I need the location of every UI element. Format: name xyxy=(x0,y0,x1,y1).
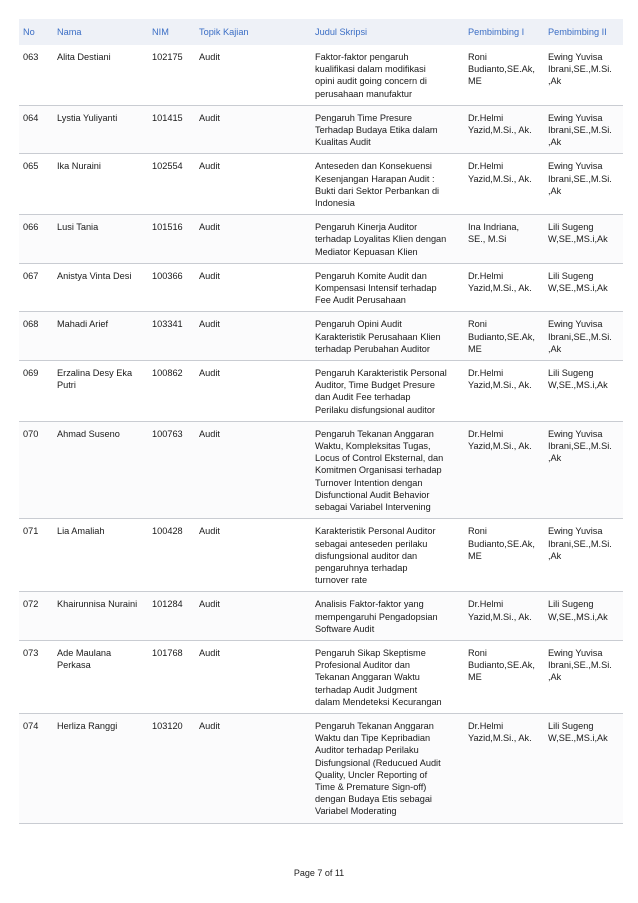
cell-judul-skripsi-line: perusahaan manufaktur xyxy=(315,88,413,99)
cell-pembimbing-2-line: W,SE.,MS.i,Ak xyxy=(548,611,608,622)
cell-no: 069 xyxy=(19,361,53,422)
cell-pembimbing-2-line: Ewing Yuvisa xyxy=(548,112,603,123)
cell-no: 066 xyxy=(19,215,53,264)
table-row xyxy=(19,592,623,641)
cell-pembimbing-2 xyxy=(544,640,623,713)
table-row xyxy=(19,263,623,312)
header-topik-kajian: Topik Kajian xyxy=(195,19,311,45)
cell-nim: 101284 xyxy=(148,592,195,641)
cell-pembimbing-1-line: Budianto,SE.Ak, xyxy=(468,331,535,342)
cell-judul-skripsi xyxy=(311,45,464,105)
cell-nim: 101516 xyxy=(148,215,195,264)
cell-topik-kajian: Audit xyxy=(195,421,311,518)
cell-judul-skripsi-line: Pengaruh Opini Audit xyxy=(315,319,402,330)
cell-pembimbing-1-line: Roni xyxy=(468,647,487,658)
table-row xyxy=(19,421,623,518)
cell-pembimbing-1-line: Yazid,M.Si., Ak. xyxy=(468,611,532,622)
cell-judul-skripsi xyxy=(311,592,464,641)
cell-pembimbing-1-line: Roni xyxy=(468,319,487,330)
cell-judul-skripsi-line: Terhadap Budaya Etika dalam xyxy=(315,125,438,136)
cell-pembimbing-2-line: ,Ak xyxy=(548,185,562,196)
cell-pembimbing-1-line: Dr.Helmi xyxy=(468,112,504,123)
cell-topik-kajian: Audit xyxy=(195,312,311,361)
cell-judul-skripsi-line: Kesenjangan Harapan Audit : xyxy=(315,173,435,184)
cell-topik-kajian: Audit xyxy=(195,713,311,823)
cell-pembimbing-1-line: ME xyxy=(468,76,482,87)
cell-pembimbing-1-line: Yazid,M.Si., Ak. xyxy=(468,380,532,391)
cell-pembimbing-2 xyxy=(544,421,623,518)
cell-pembimbing-2 xyxy=(544,713,623,823)
table-row xyxy=(19,154,623,215)
cell-no: 073 xyxy=(19,640,53,713)
cell-nama-line: Alita Destiani xyxy=(57,52,111,62)
cell-judul-skripsi-line: Pengaruh Karakteristik Personal xyxy=(315,368,447,379)
table-header-row xyxy=(19,19,623,45)
cell-judul-skripsi-line: Faktor-faktor pengaruh xyxy=(315,52,409,62)
cell-judul-skripsi xyxy=(311,640,464,713)
cell-judul-skripsi-line: Pengaruh Sikap Skeptisme xyxy=(315,647,426,658)
cell-topik-kajian: Audit xyxy=(195,640,311,713)
cell-judul-skripsi xyxy=(311,713,464,823)
cell-nama-line: Khairunnisa Nuraini xyxy=(57,599,138,610)
cell-pembimbing-1-line: Budianto,SE.Ak, xyxy=(468,64,535,75)
cell-judul-skripsi-line: Kompensasi Intensif terhadap xyxy=(315,283,437,294)
cell-judul-skripsi xyxy=(311,421,464,518)
cell-pembimbing-2-line: Ewing Yuvisa xyxy=(548,52,603,62)
cell-pembimbing-2-line: ,Ak xyxy=(548,137,562,148)
cell-pembimbing-2-line: Ibrani,SE.,M.Si. xyxy=(548,64,612,75)
cell-nama xyxy=(53,592,148,641)
cell-judul-skripsi-line: Indonesia xyxy=(315,198,355,209)
cell-judul-skripsi-line: dalam Mendeteksi Kecurangan xyxy=(315,696,442,707)
cell-pembimbing-1-line: Yazid,M.Si., Ak. xyxy=(468,733,532,744)
header-pembimbing-1: Pembimbing I xyxy=(464,19,544,45)
cell-judul-skripsi-line: Komitmen Organisasi terhadap xyxy=(315,465,442,476)
cell-judul-skripsi-line: Analisis Faktor-faktor yang xyxy=(315,599,424,610)
cell-pembimbing-1-line: Dr.Helmi xyxy=(468,428,504,439)
cell-judul-skripsi xyxy=(311,312,464,361)
cell-pembimbing-1 xyxy=(464,312,544,361)
cell-pembimbing-2-line: W,SE.,MS.i,Ak xyxy=(548,733,608,744)
cell-pembimbing-1-line: Yazid,M.Si., Ak. xyxy=(468,441,532,452)
cell-nama-line: Herliza Ranggi xyxy=(57,720,118,731)
cell-topik-kajian: Audit xyxy=(195,105,311,154)
cell-pembimbing-1-line: ME xyxy=(468,672,482,683)
cell-judul-skripsi-line: Software Audit xyxy=(315,623,375,634)
cell-pembimbing-2-line: Ewing Yuvisa xyxy=(548,161,603,172)
cell-pembimbing-1 xyxy=(464,519,544,592)
header-nim: NIM xyxy=(148,19,195,45)
cell-judul-skripsi-line: Profesional Auditor dan xyxy=(315,660,411,671)
cell-nama xyxy=(53,361,148,422)
cell-pembimbing-2 xyxy=(544,154,623,215)
cell-nama-line: Perkasa xyxy=(57,660,91,671)
cell-nim: 103341 xyxy=(148,312,195,361)
cell-no: 071 xyxy=(19,519,53,592)
cell-pembimbing-2 xyxy=(544,105,623,154)
cell-no: 074 xyxy=(19,713,53,823)
cell-nama-line: Lystia Yuliyanti xyxy=(57,112,118,123)
cell-no: 072 xyxy=(19,592,53,641)
cell-pembimbing-1-line: Dr.Helmi xyxy=(468,161,504,172)
cell-no: 067 xyxy=(19,263,53,312)
cell-pembimbing-1-line: Budianto,SE.Ak, xyxy=(468,538,535,549)
cell-pembimbing-2 xyxy=(544,519,623,592)
cell-pembimbing-1-line: Ina Indriana, xyxy=(468,222,520,233)
cell-pembimbing-2-line: Ibrani,SE.,M.Si. xyxy=(548,660,612,671)
cell-judul-skripsi-line: Quality, Uncler Reporting of xyxy=(315,769,428,780)
cell-judul-skripsi-line: Auditor, Time Budget Presure xyxy=(315,380,436,391)
cell-pembimbing-1 xyxy=(464,215,544,264)
cell-judul-skripsi-line: dan Audit Fee terhadap xyxy=(315,392,411,403)
table-row xyxy=(19,519,623,592)
cell-judul-skripsi-line: Pengaruh Tekanan Anggaran xyxy=(315,428,434,439)
thesis-table xyxy=(19,19,623,824)
cell-topik-kajian: Audit xyxy=(195,215,311,264)
cell-judul-skripsi-line: Locus of Control Eksternal, dan xyxy=(315,453,444,464)
cell-judul-skripsi-line: dengan Budaya Etis sebagai xyxy=(315,794,432,805)
cell-nim: 101415 xyxy=(148,105,195,154)
cell-judul-skripsi-line: pengaruhnya terhadap xyxy=(315,562,408,573)
cell-judul-skripsi-line: Disfungsional (Reducued Audit xyxy=(315,757,441,768)
cell-judul-skripsi-line: terhadap Audit Judgment xyxy=(315,684,418,695)
cell-judul-skripsi xyxy=(311,215,464,264)
cell-nama-line: Putri xyxy=(57,380,76,391)
cell-nim: 103120 xyxy=(148,713,195,823)
cell-pembimbing-2-line: Lili Sugeng xyxy=(548,720,594,731)
cell-judul-skripsi-line: mempengaruhi Pengadopsian xyxy=(315,611,438,622)
table-row xyxy=(19,45,623,105)
cell-pembimbing-2-line: Ibrani,SE.,M.Si. xyxy=(548,441,612,452)
cell-topik-kajian: Audit xyxy=(195,45,311,105)
cell-judul-skripsi-line: turnover rate xyxy=(315,575,368,586)
cell-pembimbing-1-line: SE., M.Si xyxy=(468,234,507,245)
cell-judul-skripsi-line: Karakteristik Perusahaan Klien xyxy=(315,331,441,342)
cell-judul-skripsi-line: Bukti dari Sektor Perbankan di xyxy=(315,185,440,196)
cell-pembimbing-2 xyxy=(544,215,623,264)
cell-judul-skripsi-line: Mediator Kepuasan Klien xyxy=(315,246,418,257)
cell-judul-skripsi xyxy=(311,361,464,422)
cell-pembimbing-2-line: ,Ak xyxy=(548,672,562,683)
header-nama: Nama xyxy=(53,19,148,45)
cell-pembimbing-2 xyxy=(544,592,623,641)
cell-no: 065 xyxy=(19,154,53,215)
cell-nama-line: Ade Maulana xyxy=(57,647,112,658)
cell-nama xyxy=(53,421,148,518)
cell-judul-skripsi-line: Tekanan Anggaran Waktu xyxy=(315,672,420,683)
cell-nim: 100763 xyxy=(148,421,195,518)
cell-nama xyxy=(53,105,148,154)
cell-pembimbing-2-line: Ewing Yuvisa xyxy=(548,428,603,439)
cell-pembimbing-2-line: Ibrani,SE.,M.Si. xyxy=(548,125,612,136)
cell-pembimbing-1 xyxy=(464,105,544,154)
cell-topik-kajian: Audit xyxy=(195,263,311,312)
cell-judul-skripsi-line: Pengaruh Time Presure xyxy=(315,112,413,123)
cell-judul-skripsi-line: Variabel Moderating xyxy=(315,806,397,817)
cell-pembimbing-1 xyxy=(464,421,544,518)
cell-nim: 101768 xyxy=(148,640,195,713)
cell-judul-skripsi-line: Pengaruh Kinerja Auditor xyxy=(315,222,418,233)
cell-judul-skripsi-line: Waktu dan Tipe Kepribadian xyxy=(315,733,431,744)
cell-nama-line: Lusi Tania xyxy=(57,222,99,233)
cell-pembimbing-1-line: ME xyxy=(468,343,482,354)
cell-judul-skripsi-line: Pengaruh Tekanan Anggaran xyxy=(315,720,434,731)
table-row xyxy=(19,105,623,154)
cell-nama xyxy=(53,713,148,823)
cell-pembimbing-1 xyxy=(464,713,544,823)
cell-no: 064 xyxy=(19,105,53,154)
cell-pembimbing-2-line: Ibrani,SE.,M.Si. xyxy=(548,538,612,549)
cell-nim: 102554 xyxy=(148,154,195,215)
page-number: Page 7 of 11 xyxy=(293,868,345,878)
cell-judul-skripsi-line: disfungsional auditor dan xyxy=(315,550,418,561)
cell-judul-skripsi-line: Auditor terhadap Perilaku xyxy=(315,745,419,756)
cell-no: 070 xyxy=(19,421,53,518)
cell-pembimbing-2-line: ,Ak xyxy=(548,343,562,354)
cell-nama-line: Anistya Vinta Desi xyxy=(57,270,132,281)
cell-judul-skripsi-line: Pengaruh Komite Audit dan xyxy=(315,270,427,281)
cell-pembimbing-1-line: Dr.Helmi xyxy=(468,270,504,281)
table-body xyxy=(19,45,623,823)
cell-pembimbing-1 xyxy=(464,154,544,215)
cell-judul-skripsi-line: Disfunctional Audit Behavior xyxy=(315,489,430,500)
cell-pembimbing-2-line: Lili Sugeng xyxy=(548,599,594,610)
cell-pembimbing-2-line: W,SE.,MS.i,Ak xyxy=(548,234,608,245)
cell-pembimbing-2-line: Lili Sugeng xyxy=(548,270,594,281)
cell-judul-skripsi xyxy=(311,105,464,154)
cell-no: 063 xyxy=(19,45,53,105)
cell-pembimbing-2-line: Ewing Yuvisa xyxy=(548,647,603,658)
cell-pembimbing-2-line: Ewing Yuvisa xyxy=(548,526,603,537)
cell-pembimbing-1 xyxy=(464,640,544,713)
cell-pembimbing-2-line: W,SE.,MS.i,Ak xyxy=(548,283,608,294)
header-no: No xyxy=(19,19,53,45)
cell-judul-skripsi-line: opini audit going concern di xyxy=(315,76,427,87)
header-pembimbing-2: Pembimbing II xyxy=(544,19,623,45)
cell-pembimbing-2-line: Ibrani,SE.,M.Si. xyxy=(548,331,612,342)
header-judul-skripsi: Judul Skripsi xyxy=(311,19,464,45)
cell-nim: 100366 xyxy=(148,263,195,312)
cell-pembimbing-1-line: Dr.Helmi xyxy=(468,599,504,610)
cell-pembimbing-1-line: Yazid,M.Si., Ak. xyxy=(468,283,532,294)
cell-pembimbing-2-line: Lili Sugeng xyxy=(548,368,594,379)
cell-pembimbing-1-line: Yazid,M.Si., Ak. xyxy=(468,173,532,184)
cell-topik-kajian: Audit xyxy=(195,592,311,641)
cell-pembimbing-2-line: ,Ak xyxy=(548,76,562,87)
cell-pembimbing-2 xyxy=(544,361,623,422)
cell-pembimbing-1-line: Roni xyxy=(468,526,487,537)
cell-pembimbing-2-line: Lili Sugeng xyxy=(548,222,594,233)
cell-judul-skripsi-line: Perilaku disfungsional auditor xyxy=(315,404,436,415)
cell-pembimbing-2-line: Ewing Yuvisa xyxy=(548,319,603,330)
cell-no: 068 xyxy=(19,312,53,361)
cell-pembimbing-1-line: Dr.Helmi xyxy=(468,368,504,379)
cell-nama xyxy=(53,263,148,312)
table-row xyxy=(19,640,623,713)
cell-pembimbing-2-line: ,Ak xyxy=(548,550,562,561)
cell-judul-skripsi-line: terhadap Perubahan Auditor xyxy=(315,343,430,354)
cell-nama-line: Ika Nuraini xyxy=(57,161,101,172)
table-row xyxy=(19,361,623,422)
cell-pembimbing-1-line: ME xyxy=(468,550,482,561)
cell-pembimbing-1 xyxy=(464,592,544,641)
cell-nim: 102175 xyxy=(148,45,195,105)
cell-pembimbing-1-line: Budianto,SE.Ak, xyxy=(468,660,535,671)
cell-nama-line: Lia Amaliah xyxy=(57,526,105,537)
cell-pembimbing-1-line: Yazid,M.Si., Ak. xyxy=(468,125,532,136)
cell-judul-skripsi-line: sebagai anteseden perilaku xyxy=(315,538,428,549)
cell-pembimbing-2-line: ,Ak xyxy=(548,453,562,464)
cell-topik-kajian: Audit xyxy=(195,519,311,592)
cell-nama xyxy=(53,45,148,105)
cell-judul-skripsi-line: sebagai Variabel Intervening xyxy=(315,502,431,513)
table-row xyxy=(19,312,623,361)
cell-pembimbing-1 xyxy=(464,263,544,312)
cell-pembimbing-2 xyxy=(544,45,623,105)
table-row xyxy=(19,215,623,264)
cell-nama xyxy=(53,312,148,361)
cell-judul-skripsi xyxy=(311,263,464,312)
cell-pembimbing-2-line: W,SE.,MS.i,Ak xyxy=(548,380,608,391)
cell-judul-skripsi-line: Karakteristik Personal Auditor xyxy=(315,526,436,537)
cell-topik-kajian: Audit xyxy=(195,154,311,215)
cell-pembimbing-2 xyxy=(544,312,623,361)
cell-pembimbing-1 xyxy=(464,361,544,422)
cell-nama-line: Mahadi Arief xyxy=(57,319,109,330)
cell-judul-skripsi-line: kualifikasi dalam modifikasi xyxy=(315,64,426,75)
cell-judul-skripsi-line: Fee Audit Perusahaan xyxy=(315,295,406,306)
cell-pembimbing-2-line: Ibrani,SE.,M.Si. xyxy=(548,173,612,184)
table-row xyxy=(19,713,623,823)
cell-pembimbing-1 xyxy=(464,45,544,105)
cell-nama xyxy=(53,519,148,592)
cell-nama xyxy=(53,640,148,713)
cell-pembimbing-1-line: Roni xyxy=(468,52,487,62)
cell-pembimbing-2 xyxy=(544,263,623,312)
cell-judul-skripsi-line: terhadap Loyalitas Klien dengan xyxy=(315,234,447,245)
cell-pembimbing-1-line: Dr.Helmi xyxy=(468,720,504,731)
cell-nama xyxy=(53,215,148,264)
cell-judul-skripsi-line: Anteseden dan Konsekuensi xyxy=(315,161,432,172)
cell-nama-line: Ahmad Suseno xyxy=(57,428,120,439)
cell-judul-skripsi xyxy=(311,154,464,215)
cell-nama-line: Erzalina Desy Eka xyxy=(57,368,133,379)
cell-judul-skripsi-line: Time & Premature Sign-off) xyxy=(315,781,427,792)
cell-nim: 100862 xyxy=(148,361,195,422)
cell-nim: 100428 xyxy=(148,519,195,592)
cell-judul-skripsi xyxy=(311,519,464,592)
cell-judul-skripsi-line: Turnover Intention dengan xyxy=(315,477,423,488)
cell-nama xyxy=(53,154,148,215)
cell-judul-skripsi-line: Kualitas Audit xyxy=(315,137,371,148)
cell-topik-kajian: Audit xyxy=(195,361,311,422)
cell-judul-skripsi-line: Waktu, Kompleksitas Tugas, xyxy=(315,441,431,452)
